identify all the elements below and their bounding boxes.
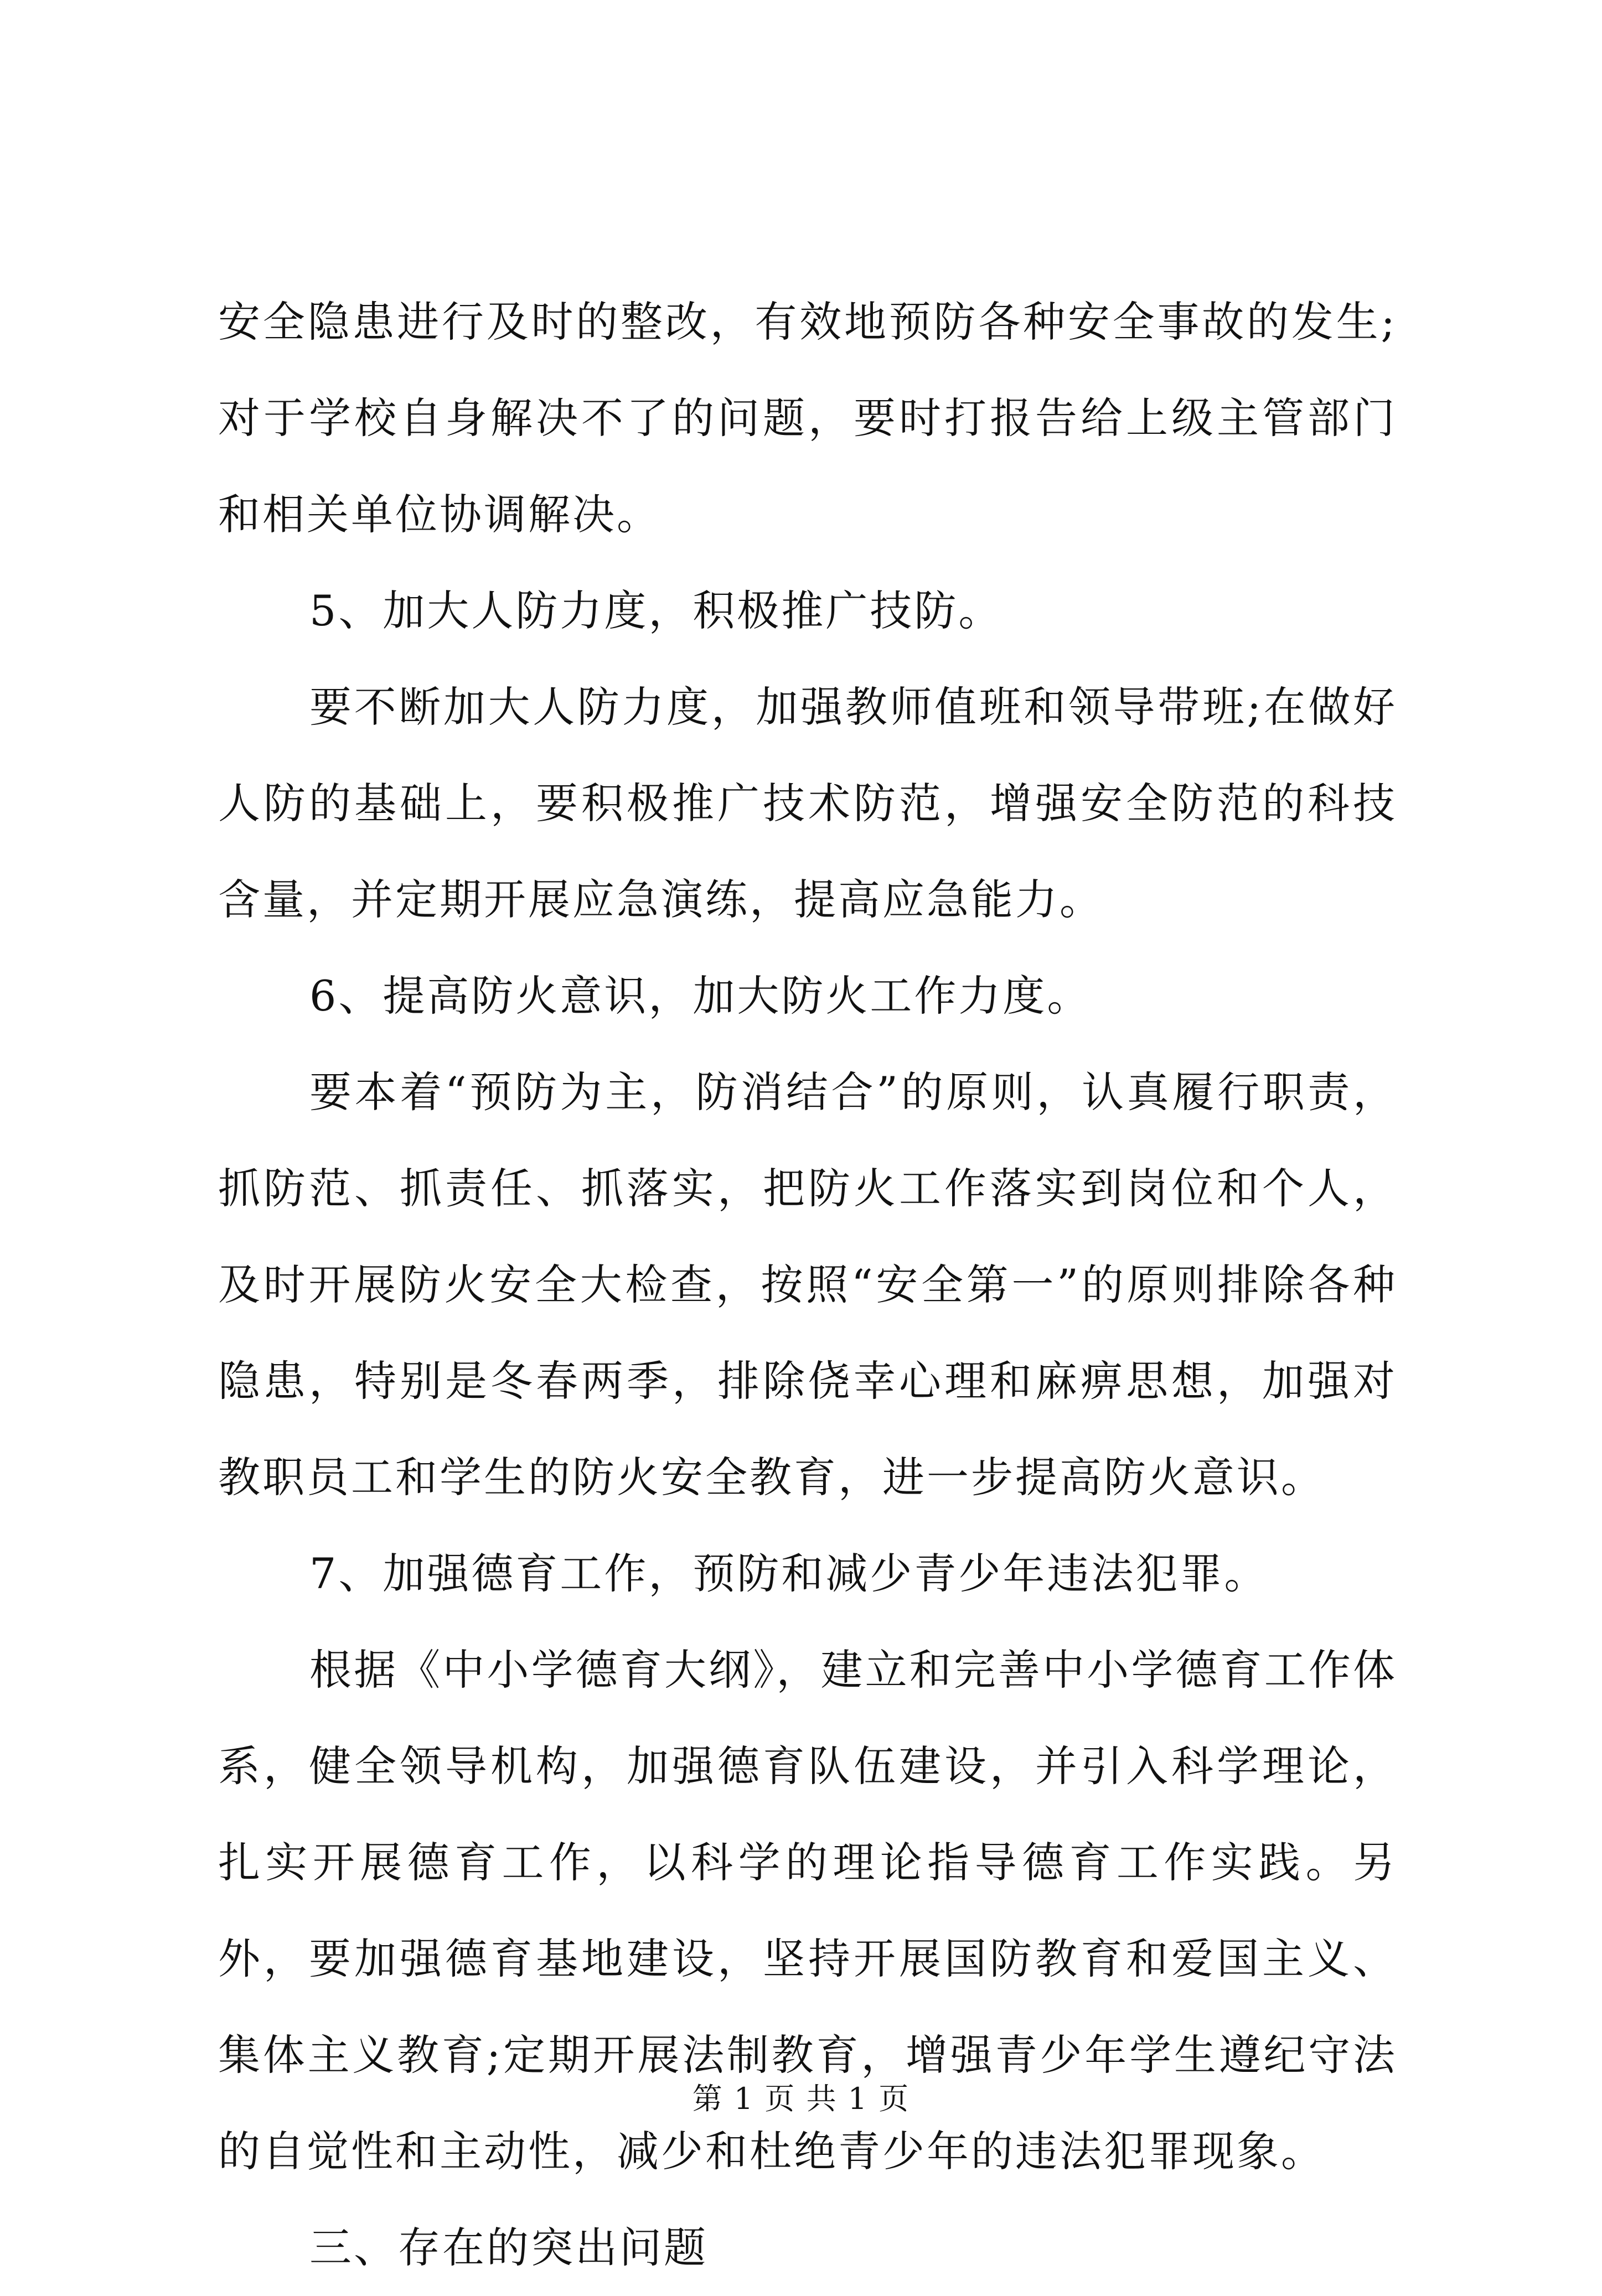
- paragraph-7-body: 根据《中小学德育大纲》，建立和完善中小学德育工作体系，健全领导机构，加强德育队伍建设，并引入科学理论，扎实开展德育工作，以科学的理论指导德育工作实践。另外，要加强德育基地建设，坚持开展国防教育和爱国主义、集体主义教育;定期开展法制教育，增强青少年学生遵纪守法的自觉性和主动性，减少和杜绝青少年的违法犯罪现象。: [218, 1645, 1397, 2176]
- paragraph-5-body: 要不断加大人防力度，加强教师值班和领导带班;在做好人防的基础上，要积极推广技术防范，增强安全防范的科技含量，并定期开展应急演练，提高应急能力。: [218, 682, 1397, 924]
- section-heading-5: 5、加大人防力度，积极推广技防。: [309, 586, 1003, 635]
- paragraph-6-body: 要本着“预防为主，防消结合”的原则，认真履行职责，抓防范、抓责任、抓落实，把防火工作落实到岗位和个人，及时开展防火安全大检查，按照“安全第一”的原则排除各种隐患，特别是冬春两季，排除侥幸心理和麻痹思想，加强对教职员工和学生的防火安全教育，进一步提高防火意识。: [218, 1067, 1397, 1502]
- section-heading-6: 6、提高防火意识，加大防火工作力度。: [309, 971, 1092, 1020]
- chapter-heading-3: 三、存在的突出问题: [309, 2223, 708, 2272]
- section-heading-7: 7、加强德育工作，预防和减少青少年违法犯罪。: [309, 1549, 1269, 1598]
- page-footer: 第 1 页 共 1 页: [692, 2081, 910, 2116]
- paragraph-continuation: 安全隐患进行及时的整改，有效地预防各种安全事故的发生;对于学校自身解决不了的问题，要时打报告给上级主管部门和相关单位协调解决。: [218, 297, 1397, 539]
- document-body: [218, 274, 1397, 2296]
